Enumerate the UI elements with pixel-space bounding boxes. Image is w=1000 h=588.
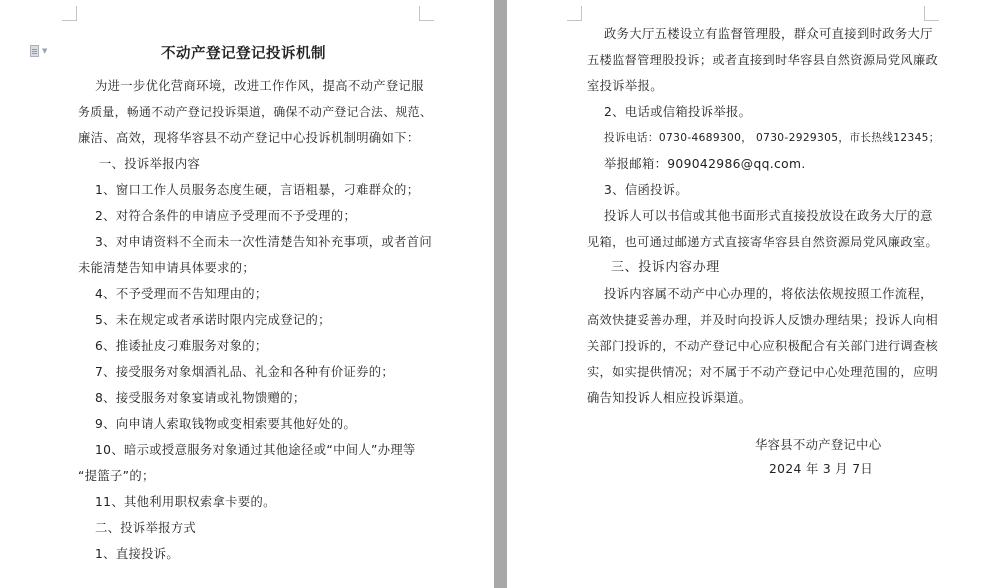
list-item: 2、对符合条件的申请应予受理而不予受理的；: [95, 209, 357, 223]
crop-mark-top-right: [924, 6, 939, 21]
list-item: 4、不予受理而不告知理由的；: [95, 287, 268, 301]
body-line: 确告知投诉人相应投诉渠道。: [587, 391, 752, 405]
list-item: 10、暗示或授意服务对象通过其他途径或“中间人”办理等: [95, 443, 416, 457]
body-line: 室投诉举报。: [587, 79, 663, 93]
body-line: 政务大厅五楼设立有监督管理股，群众可直接到时政务大厅: [604, 27, 933, 41]
list-item: 1、直接投诉。: [95, 547, 180, 561]
document-page-2: [507, 0, 1000, 588]
body-line: 廉洁、高效，现将华容县不动产登记中心投诉机制明确如下：: [78, 131, 420, 145]
body-line: 关部门投诉的，不动产登记中心应积极配合有关部门进行调查核: [587, 339, 939, 353]
body-line: 实，如实提供情况；对不属于不动产登记中心处理范围的，应明: [587, 365, 939, 379]
chevron-down-icon: ▼: [42, 46, 48, 55]
list-item: 3、信函投诉。: [604, 183, 689, 197]
document-title: 不动产登记登记投诉机制: [161, 46, 326, 62]
body-line: 五楼监督管理股投诉；或者直接到时华容县自然资源局党风廉政: [587, 53, 939, 67]
list-item: 7、接受服务对象烟酒礼品、礼金和各种有价证券的；: [95, 365, 395, 379]
page-icon: [30, 45, 39, 57]
section-heading: 三、投诉内容办理: [611, 260, 720, 275]
section-heading: 二、投诉举报方式: [95, 521, 197, 535]
list-item: 11、其他利用职权索拿卡要的。: [95, 495, 276, 509]
body-line: 为进一步优化营商环境，改进工作作风，提高不动产登记服: [95, 79, 424, 93]
list-item: 2、电话或信箱投诉举报。: [604, 105, 752, 119]
list-item: 3、对申请资料不全而未一次性清楚告知补充事项，或者首问: [95, 235, 432, 249]
document-page-1: [0, 0, 494, 588]
body-line: 高效快捷妥善办理，并及时向投诉人反馈办理结果；投诉人向相: [587, 313, 939, 327]
list-item-continuation: “提篮子”的；: [78, 469, 155, 483]
list-item-continuation: 未能清楚告知申请具体要求的；: [78, 261, 256, 275]
section-heading: 一、投诉举报内容: [99, 157, 201, 171]
contact-phone: 投诉电话：0730-4689300， 0730-2929305，市长热线12345；: [604, 131, 940, 144]
list-item: 9、向申请人索取钱物或变相索要其他好处的。: [95, 417, 357, 431]
crop-mark-top-left: [62, 6, 77, 21]
crop-mark-top-right: [419, 6, 434, 21]
document-icon[interactable]: [30, 44, 56, 58]
crop-mark-top-left: [567, 6, 582, 21]
body-line: 投诉人可以书信或其他书面形式直接投放设在政务大厅的意: [604, 209, 933, 223]
contact-email: 举报邮箱：909042986@qq.com.: [604, 157, 806, 171]
signature-organization: 华容县不动产登记中心: [755, 438, 882, 452]
list-item: 5、未在规定或者承诺时限内完成登记的；: [95, 313, 331, 327]
list-item: 1、窗口工作人员服务态度生硬，言语粗暴，刁难群众的；: [95, 183, 420, 197]
list-item: 6、推诿扯皮刁难服务对象的；: [95, 339, 268, 353]
body-line: 见箱，也可通过邮递方式直接寄华容县自然资源局党风廉政室。: [587, 235, 939, 249]
list-item: 8、接受服务对象宴请或礼物馈赠的；: [95, 391, 306, 405]
body-line: 投诉内容属不动产中心办理的，将依法依规按照工作流程，: [604, 287, 933, 301]
signature-date: 2024 年 3 月 7日: [769, 462, 874, 476]
body-line: 务质量，畅通不动产登记投诉渠道，确保不动产登记合法、规范、: [78, 105, 433, 119]
